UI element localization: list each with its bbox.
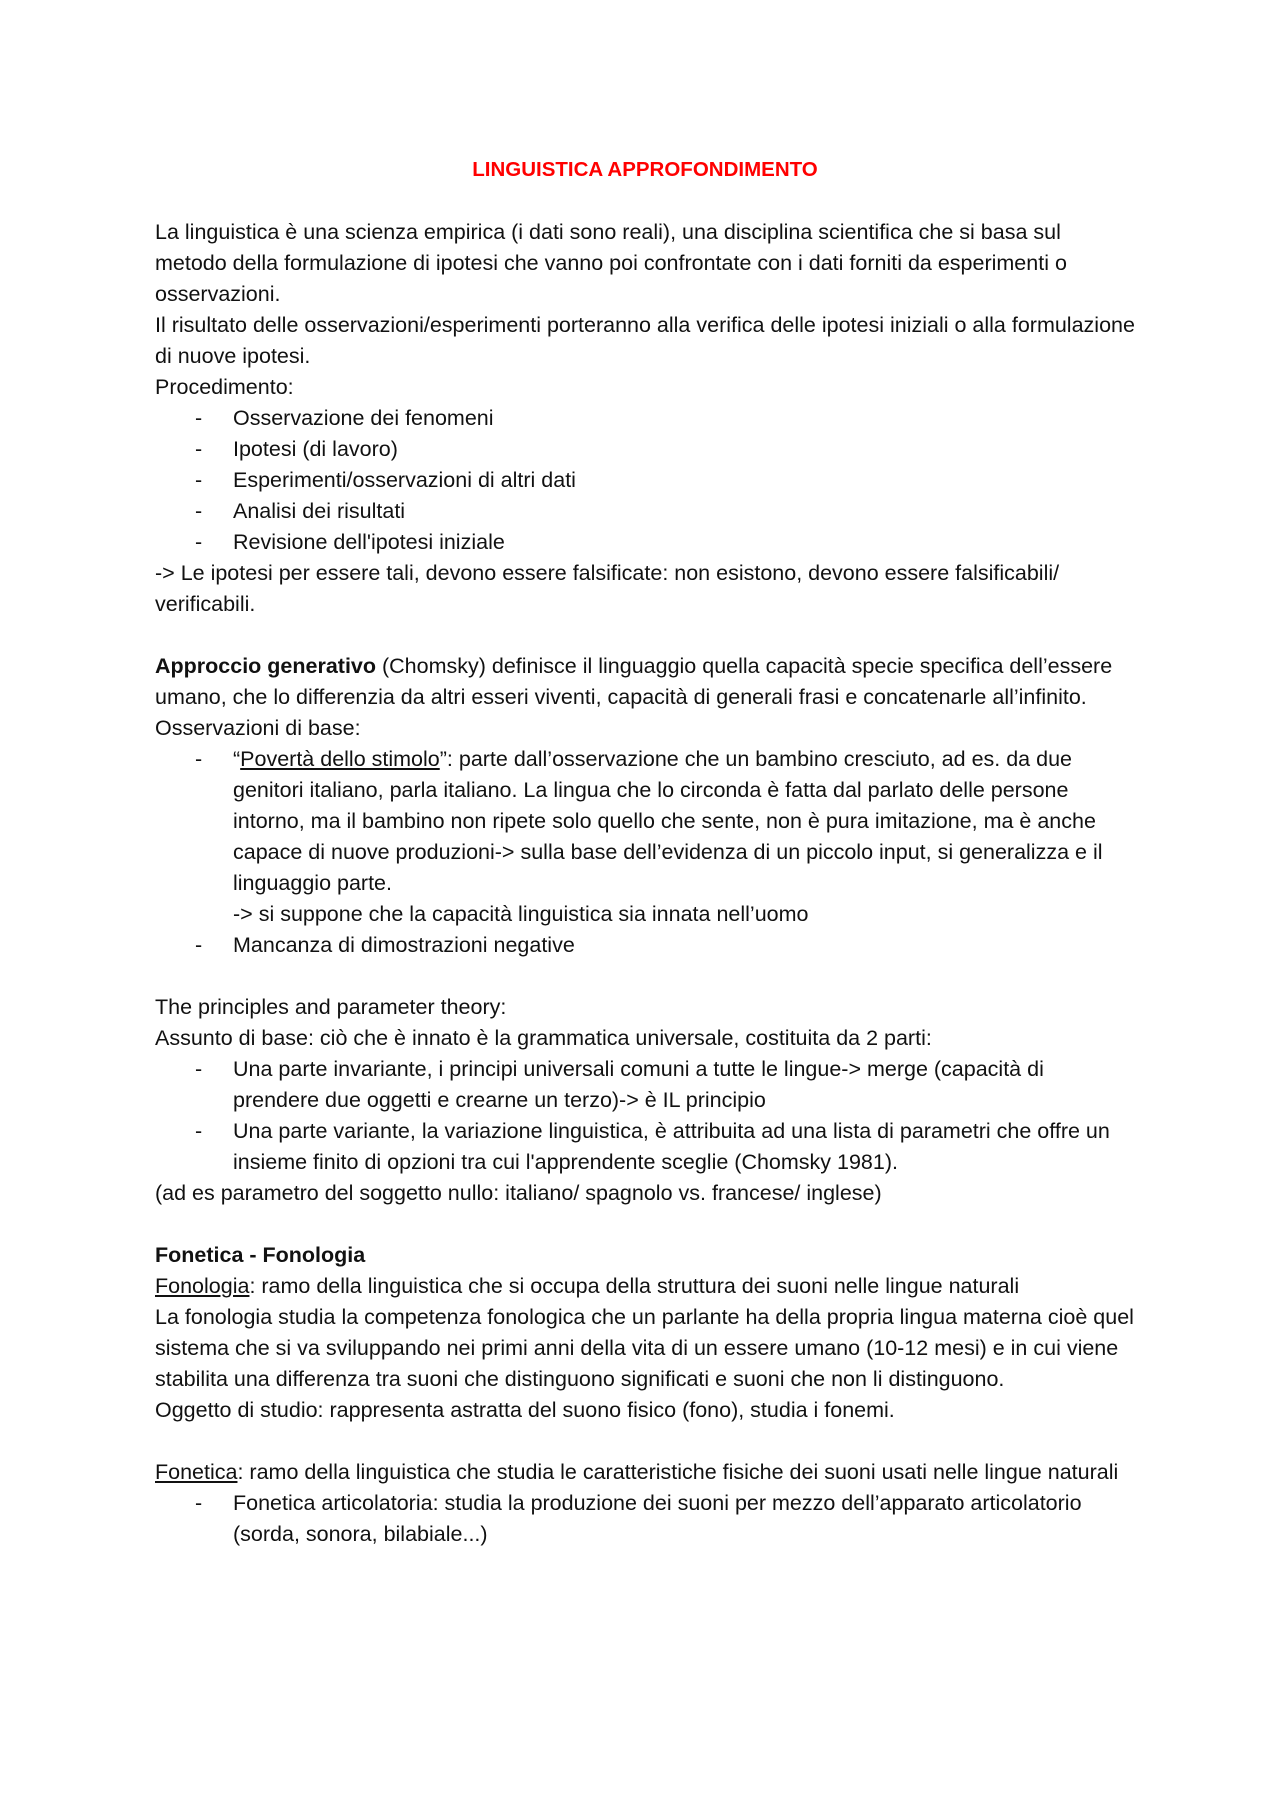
fonetica-heading: Fonetica - Fonologia [155,1243,366,1267]
fonologia-definition: Fonologia: ramo della linguistica che si occupa della struttura dei suoni nelle lingue naturali [155,1274,1020,1298]
fonetica-list [155,1488,1135,1550]
osservazioni-list [155,744,1135,961]
intro-paragraph-1: La linguistica è una scienza empirica (i dati sono reali), una disciplina scientifica che si basa sul metodo della formulazione di ipotesi che vanno poi confrontate con i dati forniti da esperimenti o osservazioni. [155,220,1067,306]
list-item: - Revisione dell'ipotesi iniziale [155,527,1135,558]
dash-bullet: - [195,1119,203,1143]
dash-bullet: - [195,468,203,492]
parametro-example: (ad es parametro del soggetto nullo: italiano/ spagnolo vs. francese/ inglese) [155,1181,882,1205]
dash-bullet: - [195,499,203,523]
ipotesi-note: -> Le ipotesi per essere tali, devono essere falsificate: non esistono, devono essere falsificabili/ verificabili. [155,561,1060,616]
procedimento-label: Procedimento: [155,375,294,399]
principles-heading: The principles and parameter theory: [155,995,507,1019]
osservazioni-label: Osservazioni di base: [155,716,361,740]
fonetica-term: Fonetica [155,1460,238,1484]
list-item: - Una parte variante, la variazione linguistica, è attribuita ad una lista di parametri che offre un insieme finito di opzioni tra cui l'apprendente sceglie (Chomsky 1981). [155,1116,1135,1178]
innata-note: -> si suppone che la capacità linguistica sia innata nell’uomo [233,902,809,926]
dash-bullet: - [195,437,203,461]
list-item: - Una parte invariante, i principi universali comuni a tutte le lingue-> merge (capacità di prendere due oggetti e crearne un terzo)-> è IL principio [155,1054,1135,1116]
principles-list [155,1054,1135,1178]
dash-bullet: - [195,406,203,430]
dash-bullet: - [195,1057,203,1081]
page-title: LINGUISTICA APPROFONDIMENTO [472,158,818,181]
list-item: - Osservazione dei fenomeni [155,403,1135,434]
list-item: - Fonetica articolatoria: studia la produzione dei suoni per mezzo dell’apparato articolatorio (sorda, sonora, bilabiale...) [155,1488,1135,1550]
assunto-text: Assunto di base: ciò che è innato è la grammatica universale, costituita da 2 parti: [155,1026,932,1050]
list-item: - Esperimenti/osservazioni di altri dati [155,465,1135,496]
list-item: - “Povertà dello stimolo”: parte dall’osservazione che un bambino cresciuto, ad es. da due genitori italiano, parla italiano. La lingua che lo circonda è fatta dal parlato delle persone intorno, ma il bambino non ripete solo quello che sente, non è pura imitazione, ma è anche capace di nuove produzioni-> sulla base dell’evidenza di un piccolo input, si generalizza e il linguaggio parte. -> si suppone che la capacità linguistica sia innata nell’uomo [155,744,1135,930]
list-item: - Analisi dei risultati [155,496,1135,527]
fonologia-paragraph: La fonologia studia la competenza fonologica che un parlante ha della propria lingua materna cioè quel sistema che si va sviluppando nei primi anni della vita di un essere umano (10-12 mesi) e in cui viene stabilita una differenza tra suoni che distinguono significati e suoni che non li distinguono. [155,1305,1134,1391]
dash-bullet: - [195,933,203,957]
list-item: - Ipotesi (di lavoro) [155,434,1135,465]
fonologia-term: Fonologia [155,1274,250,1298]
fonetica-definition: Fonetica: ramo della linguistica che studia le caratteristiche fisiche dei suoni usati nelle lingue naturali [155,1460,1119,1484]
generativo-paragraph [155,651,1135,713]
list-item: - Mancanza di dimostrazioni negative [155,930,1135,961]
document-page [155,154,1135,1550]
generativo-text: (Chomsky) definisce il linguaggio quella capacità specie specifica dell’essere umano, che lo differenzia da altri esseri viventi, capacità di generali frasi e concatenarle all’infinito. [155,654,1113,709]
generativo-heading: Approccio generativo [155,654,377,678]
oggetto-di-studio: Oggetto di studio: rappresenta astratta del suono fisico (fono), studia i fonemi. [155,1398,895,1422]
dash-bullet: - [195,747,203,771]
poverta-term: Povertà dello stimolo [240,747,440,771]
dash-bullet: - [195,530,203,554]
intro-paragraph-2: Il risultato delle osservazioni/esperimenti porteranno alla verifica delle ipotesi iniziali o alla formulazione di nuove ipotesi. [155,313,1135,368]
procedimento-list [155,403,1135,558]
dash-bullet: - [195,1491,203,1515]
